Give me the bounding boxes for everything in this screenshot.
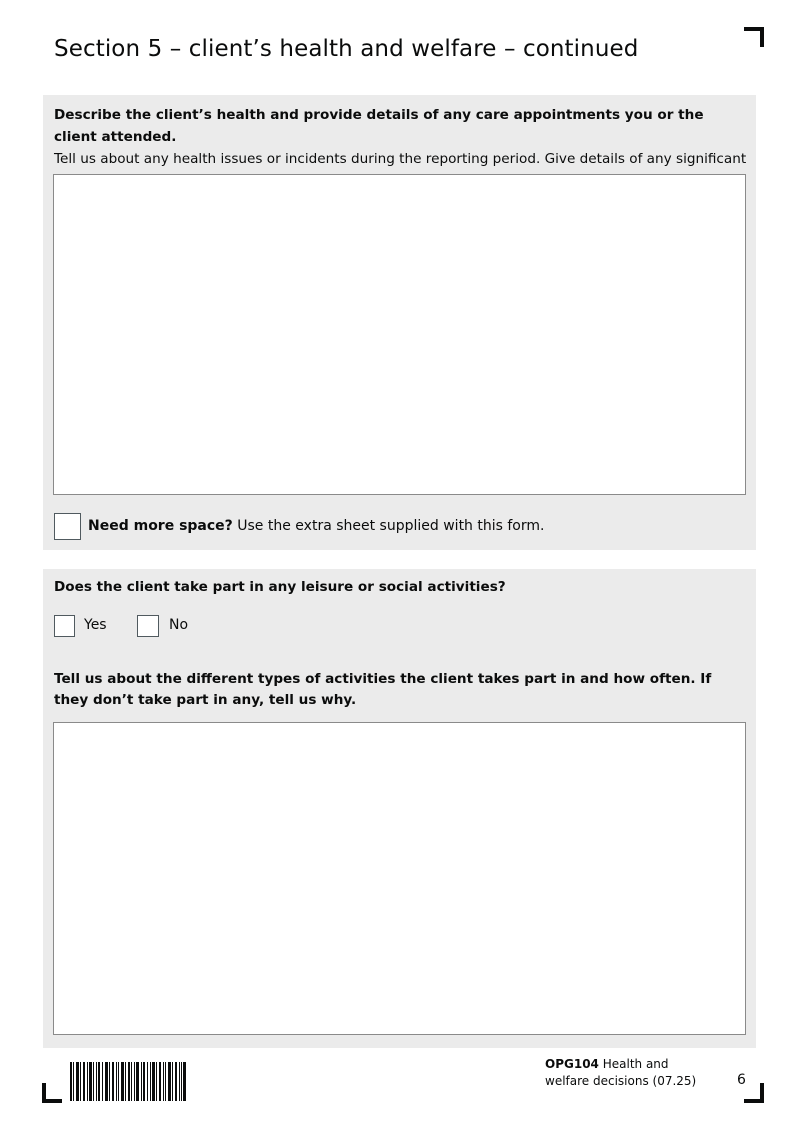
health-question: Describe the client’s health and provide details of any care appointments you or the client attended. <box>54 107 704 145</box>
activities-question: Does the client take part in any leisure or social activities? <box>54 579 506 595</box>
health-details-field[interactable] <box>53 174 746 495</box>
activities-details-prompt: Tell us about the different types of activities the client takes part in and how often. If they don’t take part in any, tell us why. <box>54 671 712 708</box>
barcode <box>70 1062 186 1101</box>
yes-checkbox[interactable] <box>54 615 75 637</box>
activities-details-field[interactable] <box>53 722 746 1035</box>
registration-mark-bottom-right <box>744 1083 764 1103</box>
activities-panel <box>43 569 756 1048</box>
need-more-space-label <box>88 518 544 534</box>
yes-label: Yes <box>84 617 107 633</box>
page-number: 6 <box>737 1072 746 1088</box>
no-label: No <box>169 617 189 633</box>
form-name-line1: Health and <box>602 1057 669 1071</box>
need-more-space-text: Use the extra sheet supplied with this form. <box>237 518 545 534</box>
registration-mark-top-right <box>744 27 764 47</box>
section-title: Section 5 – client’s health and welfare – continued <box>54 36 639 62</box>
need-more-space-bold: Need more space? <box>88 518 233 534</box>
form-name-line2: welfare decisions (07.25) <box>545 1074 697 1088</box>
need-more-space-checkbox[interactable] <box>54 513 81 540</box>
no-checkbox[interactable] <box>137 615 159 637</box>
form-reference <box>545 1056 696 1090</box>
registration-mark-bottom-left <box>42 1083 62 1103</box>
health-hint: Tell us about any health issues or incidents during the reporting period. Give details of any significant <box>54 151 747 167</box>
form-code: OPG104 <box>545 1057 599 1071</box>
health-panel <box>43 95 756 550</box>
